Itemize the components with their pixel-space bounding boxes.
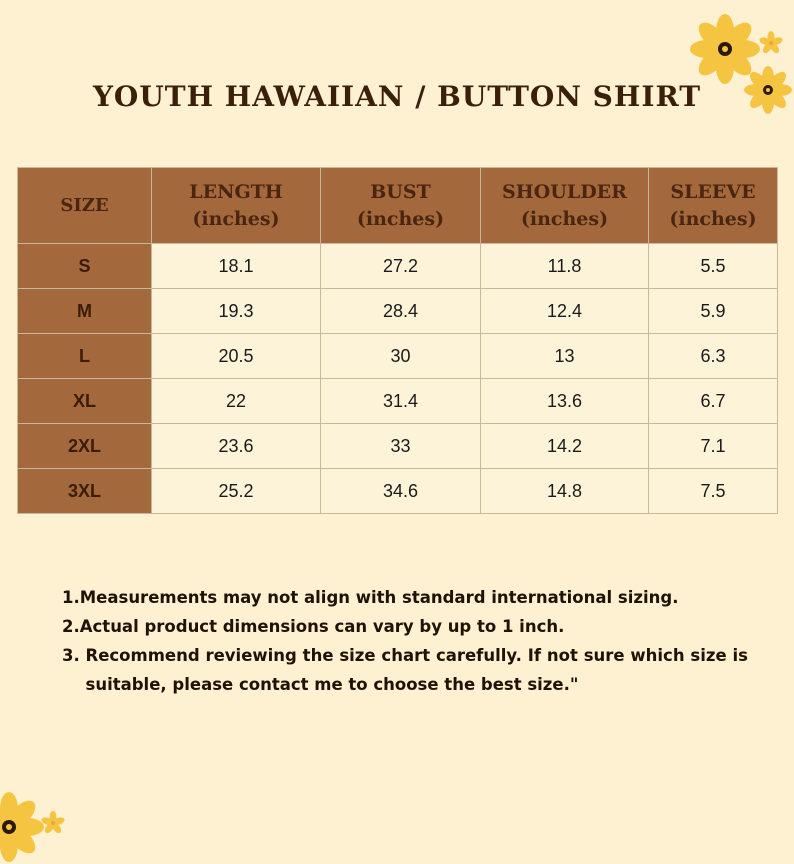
bust-cell: 33 [321, 424, 481, 469]
size-cell: 2XL [18, 424, 152, 469]
column-header-size: SIZE [18, 168, 152, 244]
notes-list [62, 583, 748, 699]
table-row [18, 379, 778, 424]
note-text: Recommend reviewing the size chart carefully. If not sure which size is suitable, please contact me to choose the best size." [85, 646, 748, 694]
shoulder-cell: 14.2 [481, 424, 649, 469]
shoulder-cell: 11.8 [481, 244, 649, 289]
note-text: Measurements may not align with standard international sizing. [79, 588, 679, 607]
note-number: 1. [62, 588, 80, 607]
size-cell: 3XL [18, 469, 152, 514]
table-row [18, 334, 778, 379]
length-cell: 18.1 [152, 244, 321, 289]
size-cell: L [18, 334, 152, 379]
sleeve-cell: 5.9 [649, 289, 778, 334]
size-cell: XL [18, 379, 152, 424]
sleeve-cell: 7.1 [649, 424, 778, 469]
table-row [18, 244, 778, 289]
shoulder-cell: 12.4 [481, 289, 649, 334]
column-header-bust: BUST (inches) [321, 168, 481, 244]
table-row [18, 424, 778, 469]
table-header-row [18, 168, 778, 244]
note-number: 3. [62, 646, 86, 665]
list-item [62, 641, 748, 699]
list-item [62, 612, 748, 641]
page-title: YOUTH HAWAIIAN / BUTTON SHIRT [92, 80, 702, 113]
column-header-shoulder: SHOULDER (inches) [481, 168, 649, 244]
column-header-length: LENGTH (inches) [152, 168, 321, 244]
length-cell: 23.6 [152, 424, 321, 469]
sleeve-cell: 5.5 [649, 244, 778, 289]
shoulder-cell: 14.8 [481, 469, 649, 514]
bust-cell: 27.2 [321, 244, 481, 289]
length-cell: 20.5 [152, 334, 321, 379]
size-cell: M [18, 289, 152, 334]
bust-cell: 34.6 [321, 469, 481, 514]
sleeve-cell: 7.5 [649, 469, 778, 514]
bust-cell: 31.4 [321, 379, 481, 424]
sleeve-cell: 6.3 [649, 334, 778, 379]
list-item [62, 583, 748, 612]
note-number: 2. [62, 617, 80, 636]
length-cell: 25.2 [152, 469, 321, 514]
note-text: Actual product dimensions can vary by up to 1 inch. [79, 617, 565, 636]
table-row [18, 289, 778, 334]
small-flower-icon [40, 810, 66, 836]
bust-cell: 30 [321, 334, 481, 379]
column-header-sleeve: SLEEVE (inches) [649, 168, 778, 244]
sleeve-cell: 6.7 [649, 379, 778, 424]
length-cell: 19.3 [152, 289, 321, 334]
size-cell: S [18, 244, 152, 289]
bust-cell: 28.4 [321, 289, 481, 334]
table-row [18, 469, 778, 514]
length-cell: 22 [152, 379, 321, 424]
size-chart-table [17, 167, 778, 514]
shoulder-cell: 13.6 [481, 379, 649, 424]
small-flower-icon [758, 30, 784, 56]
shoulder-cell: 13 [481, 334, 649, 379]
